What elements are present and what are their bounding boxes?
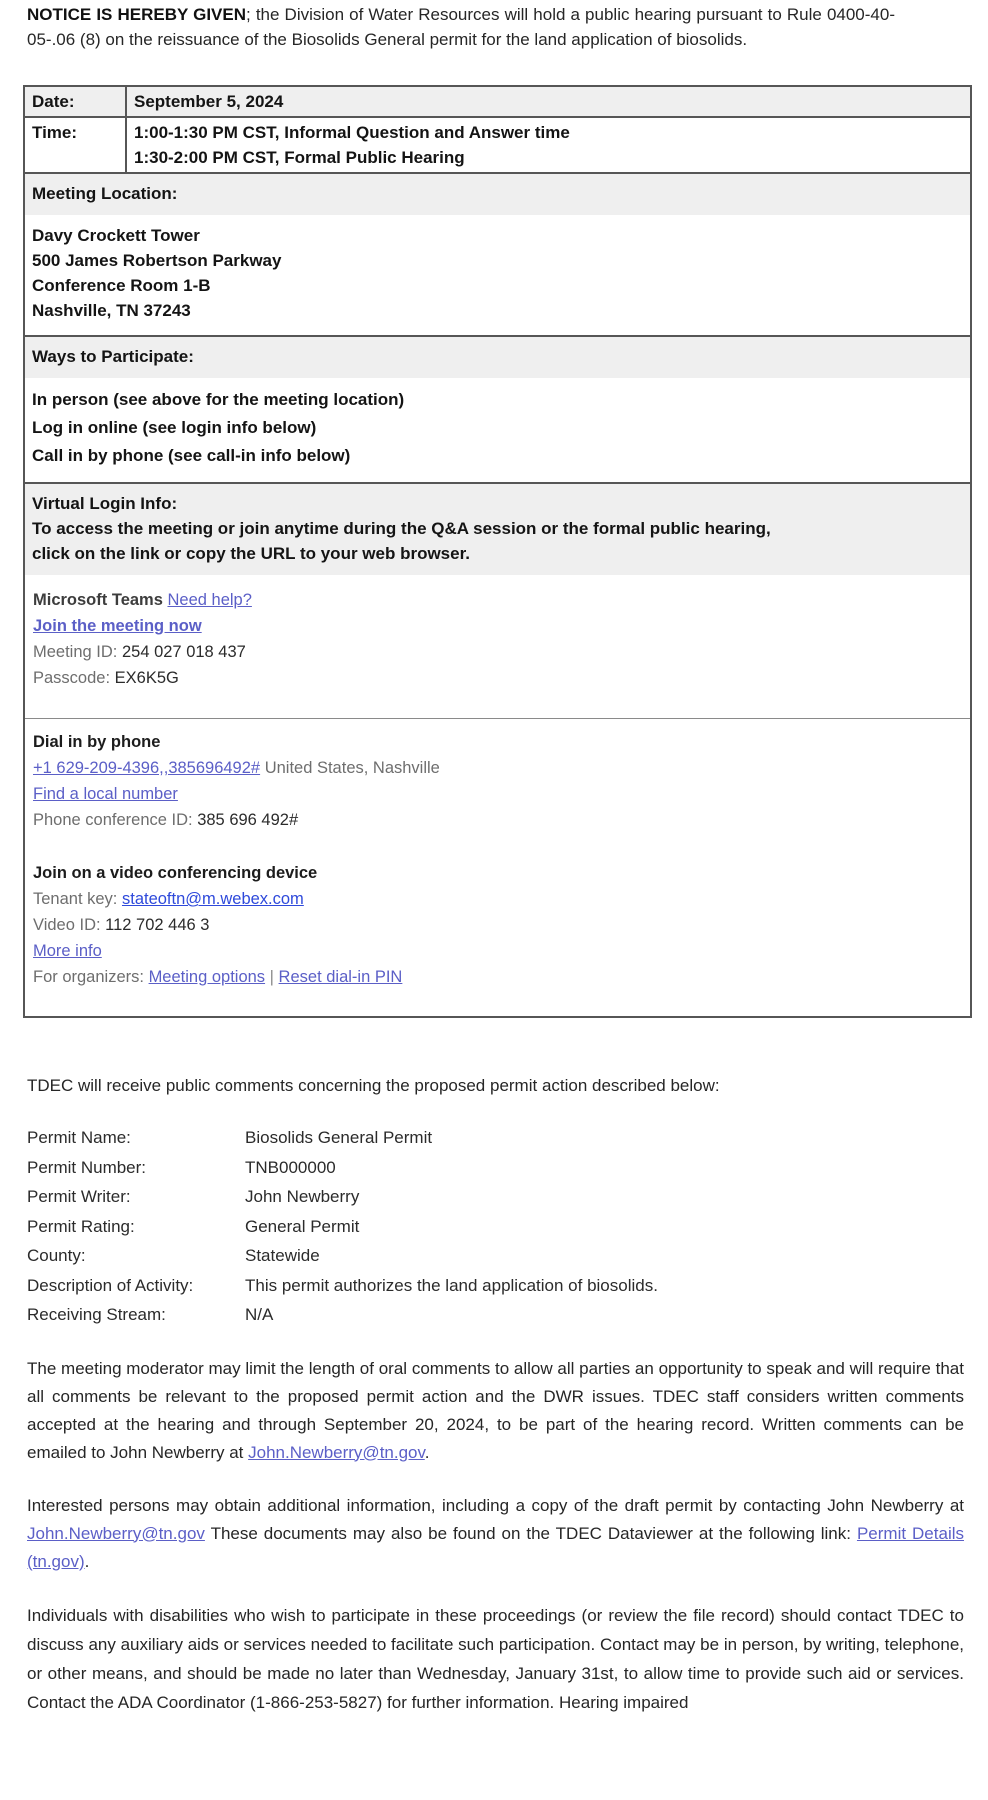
permit-row-value: John Newberry bbox=[245, 1187, 360, 1206]
moderator-text-end: . bbox=[424, 1442, 430, 1462]
hearing-table bbox=[23, 85, 972, 1018]
permit-row-value: N/A bbox=[245, 1305, 274, 1324]
time-label: Time: bbox=[24, 117, 126, 173]
virtual-login-title: Virtual Login Info: bbox=[32, 494, 178, 513]
permit-row-value: This permit authorizes the land application of biosolids. bbox=[245, 1275, 658, 1295]
notice-rest: ; the Division of Water Resources will hold a public hearing pursuant to Rule 0400-40-05-.06 (8) on the reissuance of the Biosolids General permit for the land application of biosolids. bbox=[27, 5, 895, 49]
participate-line: In person (see above for the meeting location) bbox=[32, 390, 405, 409]
permit-row bbox=[27, 1123, 988, 1153]
email-link[interactable]: John.Newberry@tn.gov bbox=[248, 1442, 425, 1462]
permit-row-value: General Permit bbox=[245, 1216, 360, 1236]
meeting-location-address bbox=[25, 215, 970, 335]
notice-paragraph bbox=[27, 2, 895, 52]
permit-row bbox=[27, 1271, 988, 1301]
teams-invite-block bbox=[25, 575, 970, 1016]
meeting-location-header: Meeting Location: bbox=[25, 174, 970, 215]
date-label: Date: bbox=[24, 86, 126, 117]
dial-in-header: Dial in by phone bbox=[33, 733, 161, 751]
virtual-login-section bbox=[24, 483, 971, 1017]
passcode-label: Passcode: bbox=[33, 669, 111, 687]
address-line: Nashville, TN 37243 bbox=[32, 301, 191, 320]
time-value-line1: 1:00-1:30 PM CST, Informal Question and Answer time bbox=[134, 123, 570, 142]
participate-section bbox=[24, 336, 971, 483]
video-id-value: 112 702 446 3 bbox=[105, 916, 210, 934]
need-help-link[interactable]: Need help? bbox=[167, 591, 252, 609]
virtual-login-desc-line1: To access the meeting or join anytime during the Q&A session or the formal public hearing, bbox=[32, 519, 771, 538]
join-meeting-link[interactable]: Join the meeting now bbox=[33, 617, 202, 635]
dial-in-location: United States, Nashville bbox=[264, 759, 440, 777]
virtual-login-desc-line2: click on the link or copy the URL to your web browser. bbox=[32, 544, 470, 563]
permit-row-label: Permit Name: bbox=[27, 1128, 131, 1147]
more-info-link[interactable]: More info bbox=[33, 942, 102, 960]
ada-paragraph: Individuals with disabilities who wish to participate in these proceedings (or review the file record) should contact TDEC to discuss any auxiliary aids or services needed to facilitate such participation. Contact may be in person, by writing, telephone, or other means, and should be made no later than Wednesday, January 31st, to allow time to provide such aid or services. Contact the ADA Coordinator (1-866-253-5827) for further information. Hearing impaired bbox=[27, 1605, 964, 1712]
permit-row-label: Permit Number: bbox=[27, 1157, 147, 1177]
permit-row bbox=[27, 1212, 988, 1242]
participate-line: Call in by phone (see call-in info below) bbox=[32, 446, 351, 465]
permit-row-label: Description of Activity: bbox=[27, 1275, 194, 1295]
interested-text: Interested persons may obtain additional information, including a copy of the draft permit by contacting John Newberry at bbox=[27, 1495, 964, 1515]
find-local-number-link[interactable]: Find a local number bbox=[33, 785, 178, 803]
moderator-paragraph bbox=[27, 1355, 964, 1467]
tenant-key-label: Tenant key: bbox=[33, 890, 118, 908]
address-line: 500 James Robertson Parkway bbox=[32, 251, 282, 270]
permit-details-link[interactable]: Permit Details (tn.gov) bbox=[27, 1523, 964, 1571]
permit-row-value: Biosolids General Permit bbox=[245, 1128, 433, 1147]
interested-paragraph bbox=[27, 1492, 964, 1576]
location-section bbox=[24, 173, 971, 336]
notice-lead: NOTICE IS HEREBY GIVEN bbox=[27, 5, 247, 24]
tenant-key-link[interactable]: stateoftn@m.webex.com bbox=[121, 890, 304, 908]
permit-row-label: County: bbox=[27, 1246, 86, 1265]
email-link[interactable]: John.Newberry@tn.gov bbox=[27, 1523, 205, 1543]
moderator-text: The meeting moderator may limit the length of oral comments to allow all parties an opportunity to speak and will require that all comments be relevant to the proposed permit action and the DWR issues. TDEC staff considers written comments accepted at the hearing and through September 20, 2024, to be part of the hearing record. Written comments can be emailed to John Newberry at bbox=[27, 1358, 964, 1462]
comments-intro: TDEC will receive public comments concerning the proposed permit action described below: bbox=[27, 1076, 720, 1095]
permit-row-value: Statewide bbox=[245, 1246, 320, 1265]
reset-dial-in-pin-link[interactable]: Reset dial-in PIN bbox=[278, 968, 403, 986]
meeting-id-label: Meeting ID: bbox=[33, 643, 118, 661]
permit-row bbox=[27, 1241, 988, 1271]
organizers-label: For organizers: bbox=[33, 968, 144, 986]
meeting-options-link[interactable]: Meeting options bbox=[148, 968, 266, 986]
permit-row-label: Permit Writer: bbox=[27, 1187, 131, 1206]
date-row bbox=[24, 86, 971, 117]
interested-text-end: . bbox=[84, 1551, 90, 1571]
time-row bbox=[24, 117, 971, 173]
permit-row bbox=[27, 1182, 988, 1212]
permit-row-value: TNB000000 bbox=[245, 1157, 336, 1177]
permit-row bbox=[27, 1153, 988, 1183]
interested-text-middle: These documents may also be found on the TDEC Dataviewer at the following link: bbox=[204, 1523, 857, 1543]
address-line: Conference Room 1-B bbox=[32, 276, 211, 295]
participate-line: Log in online (see login info below) bbox=[32, 418, 317, 437]
link-separator: | bbox=[269, 968, 274, 986]
teams-brand: Microsoft Teams bbox=[33, 591, 163, 609]
date-value: September 5, 2024 bbox=[126, 86, 971, 117]
permit-row-label: Receiving Stream: bbox=[27, 1305, 166, 1324]
address-line: Davy Crockett Tower bbox=[32, 226, 200, 245]
passcode-value: EX6K5G bbox=[114, 669, 179, 687]
time-value-line2: 1:30-2:00 PM CST, Formal Public Hearing bbox=[134, 148, 465, 167]
meeting-id-value: 254 027 018 437 bbox=[121, 643, 246, 661]
video-id-label: Video ID: bbox=[33, 916, 101, 934]
dial-in-number-link[interactable]: +1 629-209-4396,,385696492# bbox=[33, 759, 261, 777]
permit-row bbox=[27, 1300, 988, 1330]
ways-to-participate-list bbox=[25, 378, 970, 482]
phone-conference-id-value: 385 696 492# bbox=[197, 811, 299, 829]
permit-details bbox=[27, 1123, 988, 1330]
video-device-header: Join on a video conferencing device bbox=[33, 864, 318, 882]
phone-conference-id-label: Phone conference ID: bbox=[33, 811, 193, 829]
virtual-login-header-block bbox=[25, 484, 970, 575]
ways-to-participate-header: Ways to Participate: bbox=[25, 337, 970, 378]
permit-row-label: Permit Rating: bbox=[27, 1216, 135, 1236]
